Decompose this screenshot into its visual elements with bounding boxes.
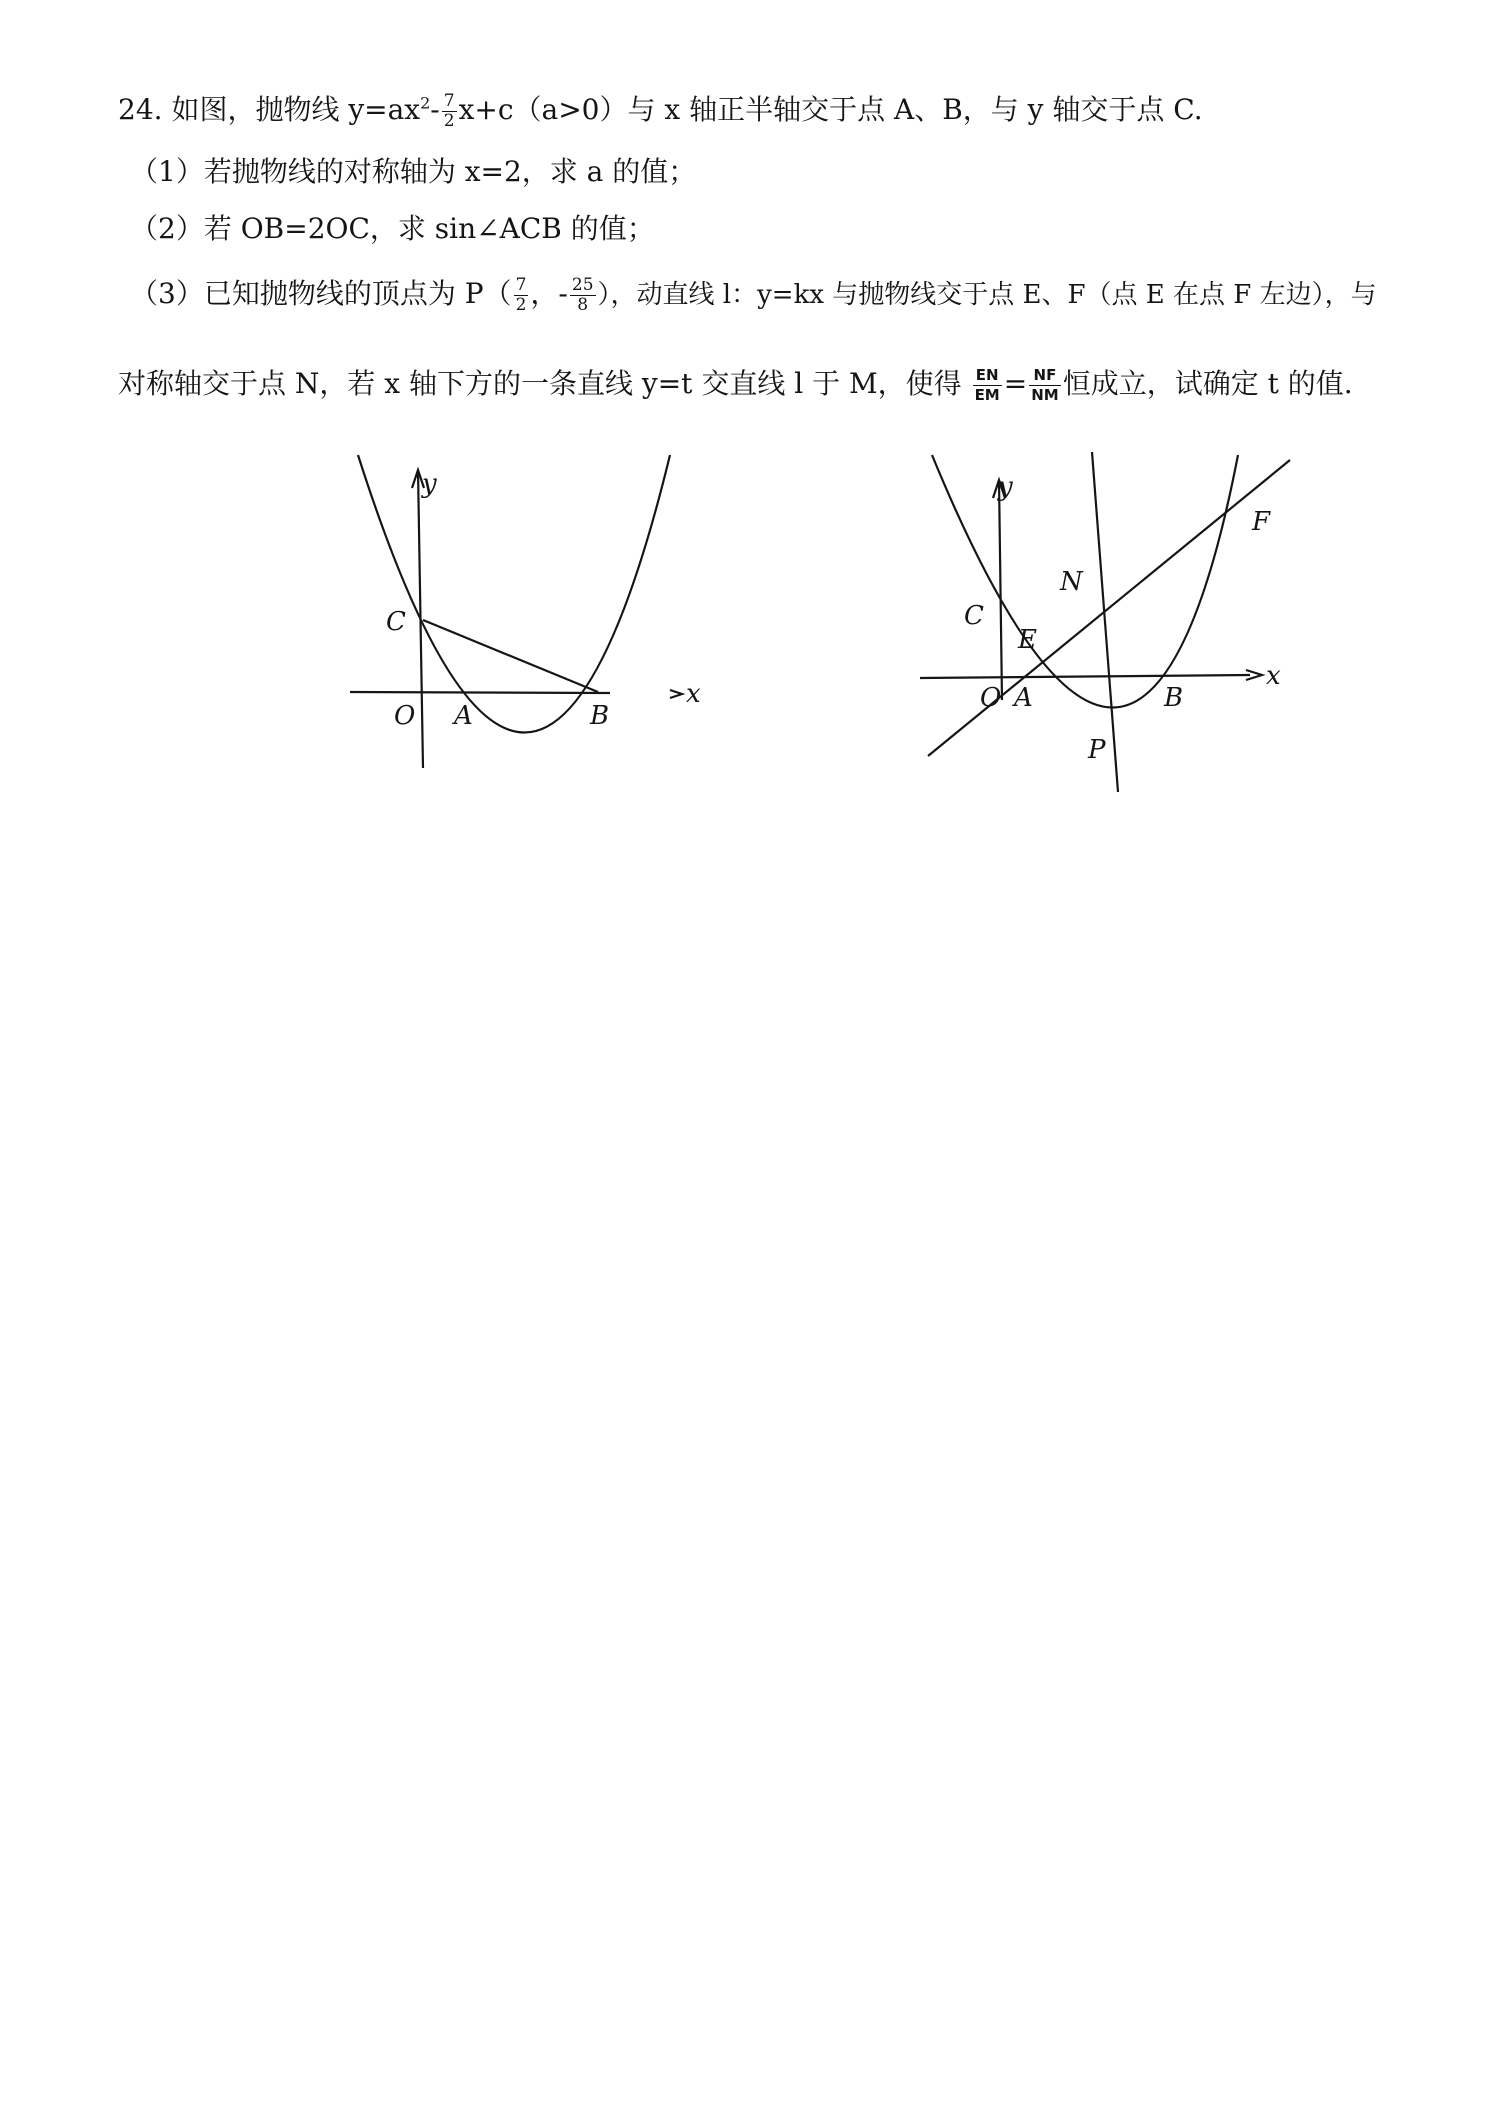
x-axis-arrow bbox=[670, 690, 682, 698]
intro-text-b: x+c（a>0）与 x 轴正半轴交于点 A、B，与 y 轴交于点 C. bbox=[458, 93, 1203, 126]
x-axis bbox=[350, 692, 610, 693]
label-y: y bbox=[422, 469, 437, 499]
label-o: O bbox=[980, 683, 1002, 713]
y-axis bbox=[999, 480, 1002, 700]
part3-text-b: ），动直线 l：y=kx 与抛物线交于点 E、F（点 E 在点 F 左边），与 bbox=[597, 280, 1377, 310]
label-a: A bbox=[454, 701, 473, 731]
comma: ， bbox=[530, 277, 559, 310]
label-b: B bbox=[1164, 683, 1184, 713]
exponent: 2 bbox=[420, 93, 431, 113]
fraction-numerator: EN bbox=[973, 366, 1002, 386]
equals-sign: = bbox=[1003, 367, 1028, 400]
label-e: E bbox=[1018, 625, 1037, 655]
label-a: A bbox=[1014, 683, 1033, 713]
question-number: 24. bbox=[118, 93, 163, 126]
fraction-numerator: 7 bbox=[515, 275, 527, 295]
part-3-line-1 bbox=[130, 276, 1377, 315]
label-f: F bbox=[1252, 507, 1271, 537]
label-x: x bbox=[686, 679, 701, 709]
ratio-en-em bbox=[973, 366, 1002, 405]
minus-sign: - bbox=[430, 93, 440, 126]
label-b: B bbox=[590, 701, 610, 731]
label-o: O bbox=[394, 701, 416, 731]
label-c: C bbox=[386, 607, 406, 637]
fraction-numerator: 7 bbox=[443, 91, 455, 111]
fraction-numerator: NF bbox=[1029, 366, 1060, 386]
intro-text-a: 如图，抛物线 y=ax bbox=[171, 93, 421, 126]
label-p: P bbox=[1088, 735, 1106, 765]
label-n: N bbox=[1060, 567, 1083, 597]
label-x: x bbox=[1266, 661, 1281, 691]
parabola bbox=[932, 455, 1238, 708]
minus-sign: - bbox=[558, 277, 568, 310]
label-y: y bbox=[998, 472, 1013, 502]
part3-text-d: 恒成立，试确定 t 的值. bbox=[1062, 367, 1353, 400]
fraction-seven-halves bbox=[442, 92, 457, 131]
label-c: C bbox=[964, 601, 984, 631]
fraction-denominator: 8 bbox=[577, 295, 589, 315]
part-2: （2）若 OB=2OC，求 sin∠ACB 的值； bbox=[130, 212, 655, 245]
fraction-denominator: 2 bbox=[443, 111, 455, 131]
part-3-line-2 bbox=[118, 366, 1353, 405]
figure-2 bbox=[920, 440, 1320, 800]
fraction-denominator: 2 bbox=[515, 295, 527, 315]
segment-cb bbox=[423, 620, 598, 692]
fraction-denominator: NM bbox=[1031, 386, 1059, 404]
fraction-denominator: EM bbox=[974, 386, 1000, 404]
ratio-nf-nm bbox=[1029, 366, 1060, 405]
part3-text-c: 对称轴交于点 N，若 x 轴下方的一条直线 y=t 交直线 l 于 M，使得 bbox=[118, 367, 962, 400]
x-axis bbox=[920, 675, 1250, 678]
vertex-x-fraction bbox=[514, 276, 529, 315]
parabola bbox=[358, 455, 670, 733]
question-intro bbox=[118, 92, 1203, 131]
figure-1 bbox=[330, 440, 730, 780]
part-1: （1）若抛物线的对称轴为 x=2，求 a 的值； bbox=[130, 155, 697, 188]
part3-text-a: （3）已知抛物线的顶点为 P（ bbox=[130, 277, 512, 310]
fraction-numerator: 25 bbox=[571, 275, 594, 295]
vertex-y-fraction bbox=[570, 276, 596, 315]
